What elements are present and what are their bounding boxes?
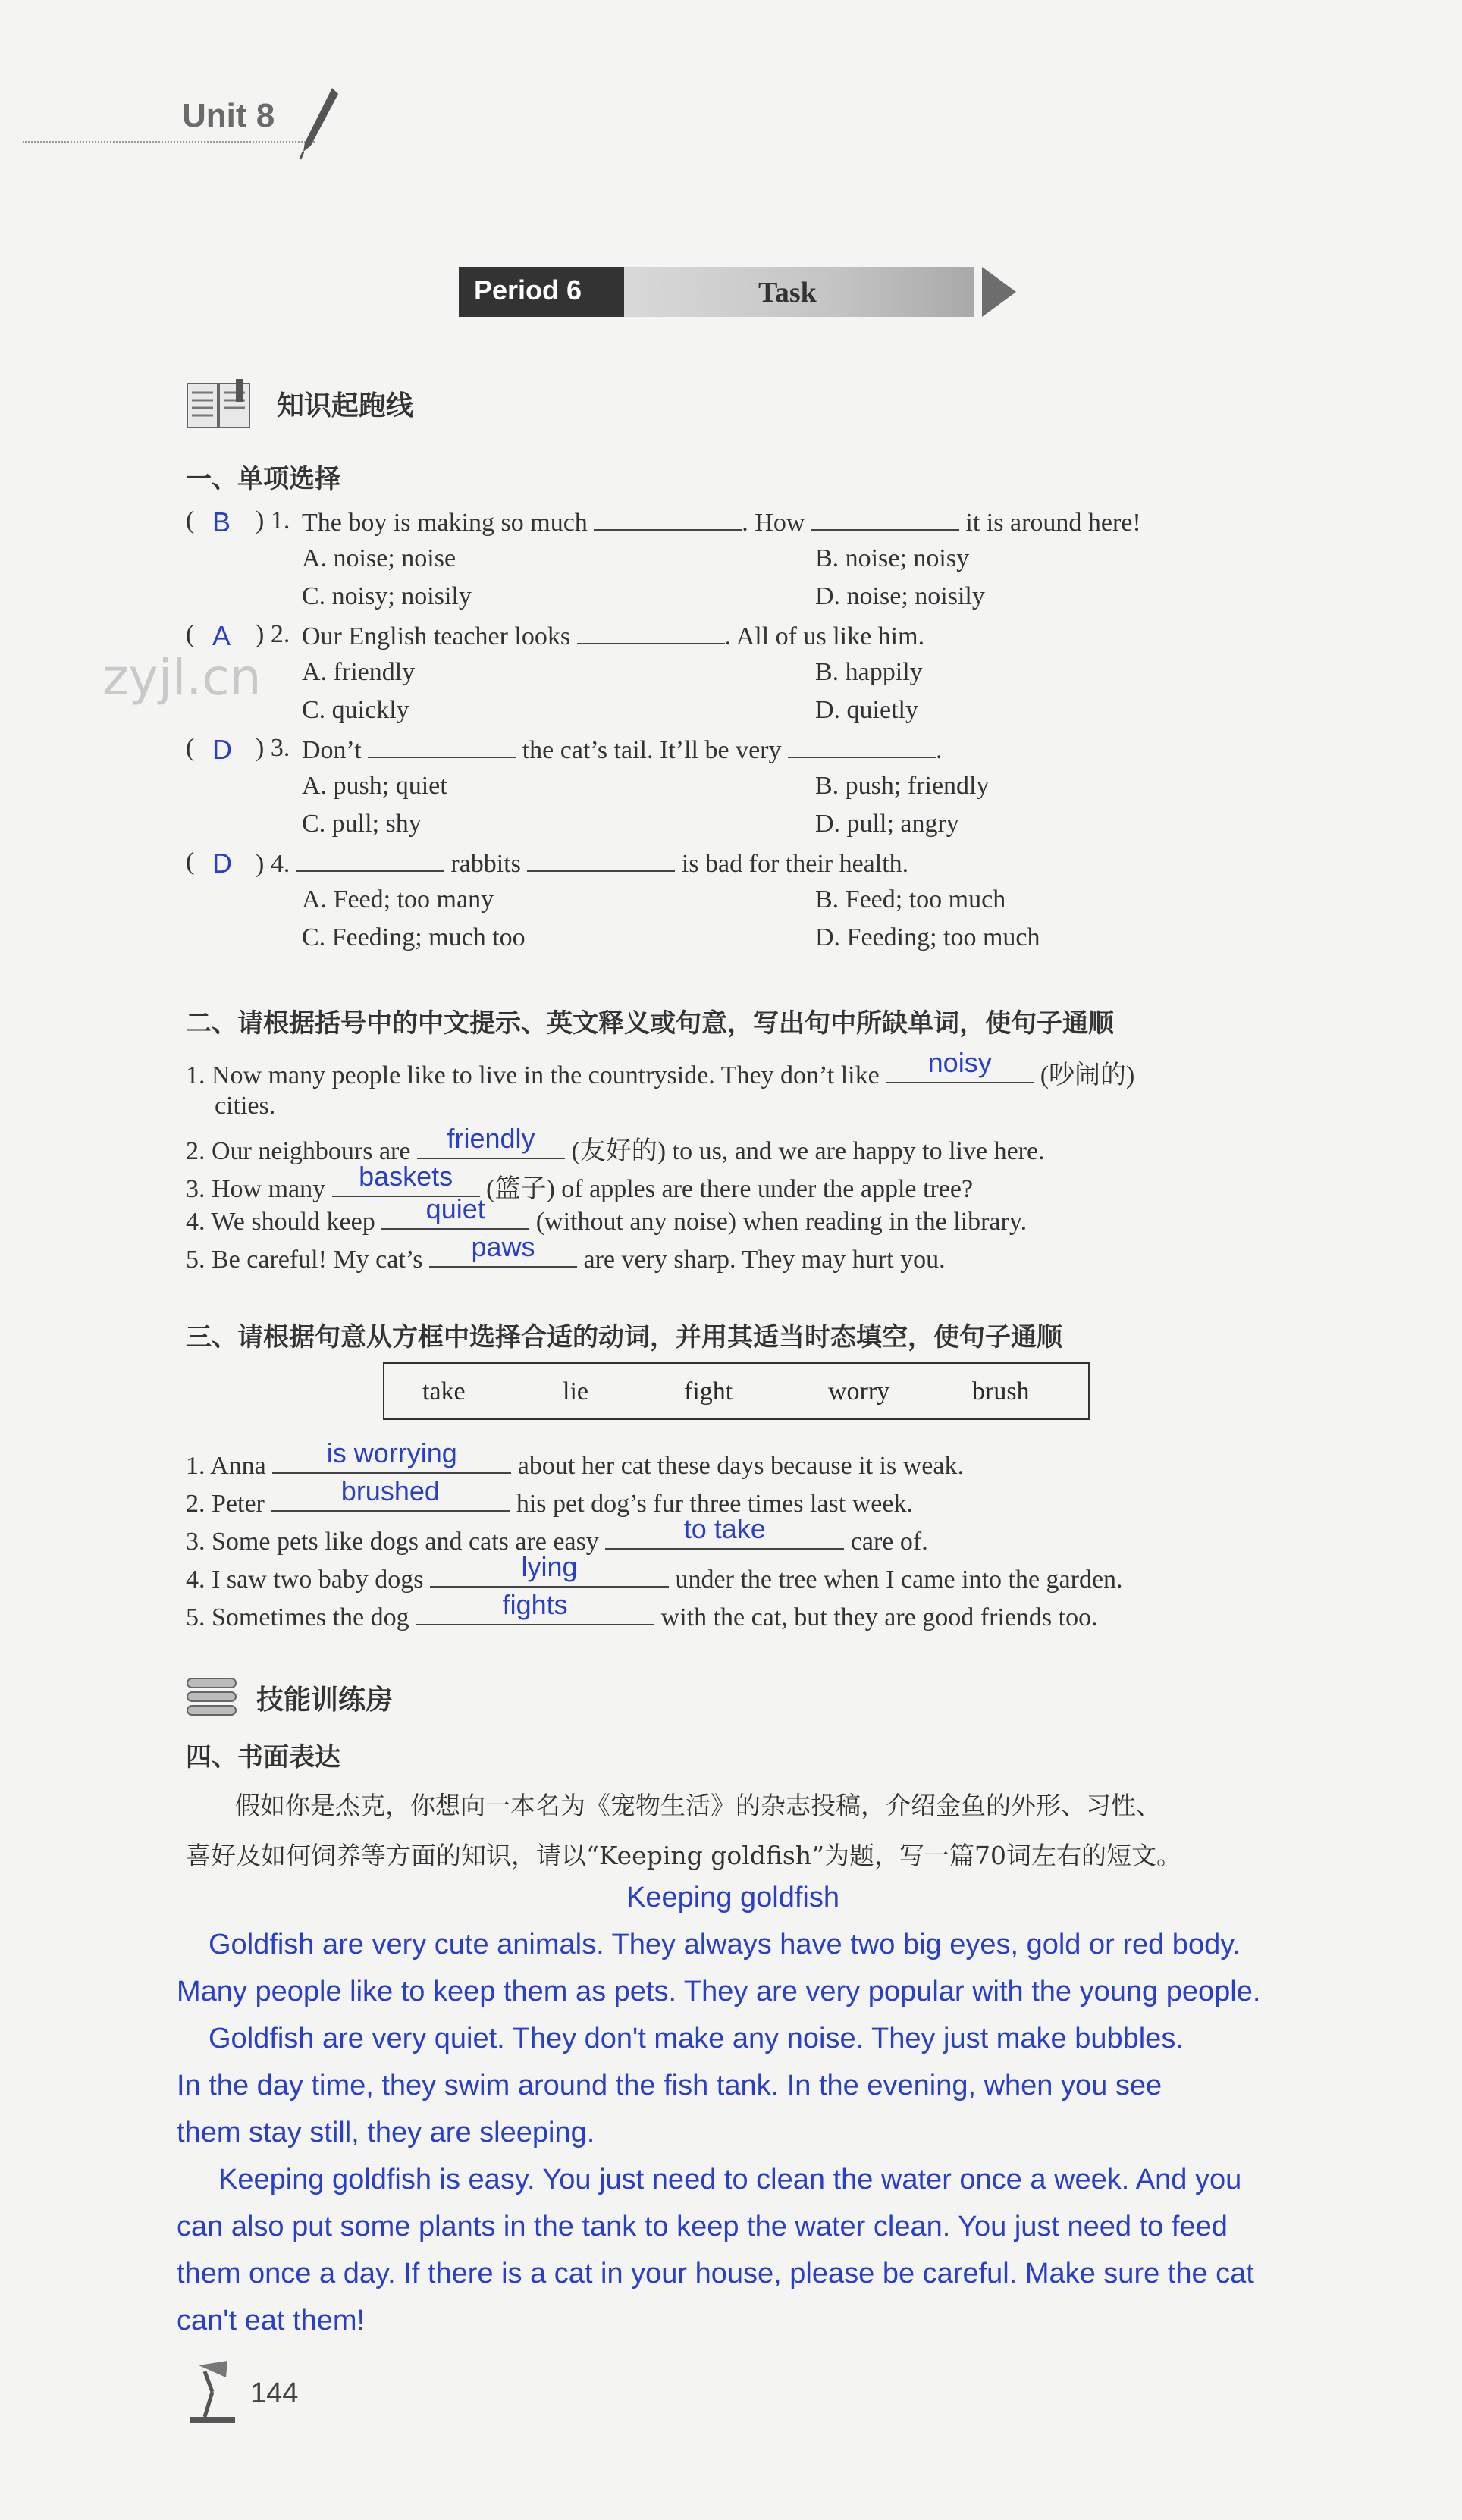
word-worry: worry [828, 1378, 890, 1406]
p3-item-3: 3. Some pets like dogs and cats are easy to take care of. [186, 1513, 928, 1556]
q2-option-a: A. friendly [302, 658, 416, 686]
skills-icon [186, 1675, 239, 1718]
pen-icon [296, 85, 341, 161]
q1-option-b: B. noise; noisy [815, 544, 970, 572]
q3-stem: Don’t the cat’s tail. It’ll be very . [302, 734, 942, 765]
word-take: take [422, 1378, 466, 1406]
q1-option-c: C. noisy; noisily [302, 582, 472, 610]
essay-line-2: Many people like to keep them as pets. They are very popular with the young people. [177, 1976, 1261, 2008]
book-icon [186, 379, 254, 432]
p3-answer-1: is worrying [326, 1437, 457, 1468]
q3-option-a: A. push; quiet [302, 772, 447, 800]
q1-option-d: D. noise; noisily [815, 582, 985, 610]
period-label: Period 6 [474, 274, 582, 306]
essay-title: Keeping goldfish [626, 1882, 839, 1914]
task-label: Task [758, 277, 817, 309]
p3-item-4: 4. I saw two baby dogs lying under the tree when I came into the garden. [186, 1551, 1123, 1594]
unit-title: Unit 8 [182, 97, 275, 134]
essay-line-7: can also put some plants in the tank to keep the water clean. You just need to feed [177, 2211, 1228, 2243]
part2-title: 二、请根据括号中的中文提示、英文释义或句意，写出句中所缺单词，使句子通顺 [186, 1008, 1114, 1039]
q1-option-a: A. noise; noise [302, 544, 456, 572]
p2-answer-5: paws [471, 1231, 535, 1262]
q1-answer: B [212, 506, 231, 538]
word-brush: brush [972, 1378, 1030, 1406]
part4-title: 四、书面表达 [186, 1742, 340, 1772]
q3-option-d: D. pull; angry [815, 810, 959, 838]
lamp-icon [182, 2358, 250, 2426]
p2-item-1-cont: cities. [215, 1092, 276, 1120]
p3-answer-5: fights [502, 1589, 568, 1620]
q4-option-c: C. Feeding; much too [302, 923, 526, 951]
q3-paren: ( [186, 734, 195, 762]
q4-option-a: A. Feed; too many [302, 885, 494, 914]
q2-answer: A [212, 620, 231, 651]
section-title-knowledge: 知识起跑线 [277, 390, 414, 422]
q2-option-c: C. quickly [302, 696, 409, 724]
essay-line-4: In the day time, they swim around the fish tank. In the evening, when you see [177, 2070, 1162, 2102]
p2-item-5: 5. Be careful! My cat’s paws are very sharp. They may hurt you. [186, 1231, 946, 1274]
essay-line-5: them stay still, they are sleeping. [177, 2117, 595, 2149]
word-fight: fight [684, 1378, 733, 1406]
p3-item-2: 2. Peter brushed his pet dog’s fur three times last week. [186, 1475, 913, 1518]
essay-line-3: Goldfish are very quiet. They don't make any noise. They just make bubbles. [209, 2023, 1184, 2055]
q4-option-b: B. Feed; too much [815, 885, 1006, 914]
part1-title: 一、单项选择 [186, 464, 340, 494]
essay-line-1: Goldfish are very cute animals. They always have two big eyes, gold or red body. [209, 1929, 1241, 1961]
watermark: zyjl.cn [102, 648, 262, 707]
q1-paren: ( [186, 506, 195, 534]
q1-stem: The boy is making so much . How it is around here! [302, 506, 1141, 538]
essay-line-6: Keeping goldfish is easy. You just need to clean the water once a week. And you [218, 2164, 1242, 2196]
word-box [383, 1362, 1090, 1420]
p3-answer-2: brushed [340, 1475, 440, 1506]
q4-paren: ( [186, 848, 195, 876]
q2-num: ) 2. [256, 620, 290, 648]
page-number: 144 [250, 2377, 299, 2409]
q3-option-b: B. push; friendly [815, 772, 990, 800]
p2-answer-2: friendly [447, 1123, 535, 1154]
p2-answer-1: noisy [927, 1047, 992, 1078]
section-title-skills: 技能训练房 [256, 1685, 394, 1716]
prompt-line-1: 假如你是杰克，你想向一本名为《宠物生活》的杂志投稿，介绍金鱼的外形、习性、 [235, 1791, 1161, 1820]
essay-line-9: can't eat them! [177, 2305, 366, 2337]
part3-title: 三、请根据句意从方框中选择合适的动词，并用其适当时态填空，使句子通顺 [186, 1322, 1062, 1352]
p3-item-5: 5. Sometimes the dog fights with the cat, but they are good friends too. [186, 1589, 1098, 1631]
p2-item-1: 1. Now many people like to live in the countryside. They don’t like noisy (吵闹的) [186, 1047, 1135, 1089]
banner-arrow-icon [982, 267, 1016, 317]
header-divider [23, 141, 315, 143]
p2-item-3: 3. How many baskets (篮子) of apples are there under the apple tree? [186, 1161, 974, 1203]
p3-answer-4: lying [521, 1551, 578, 1582]
q2-option-b: B. happily [815, 658, 923, 686]
p3-item-1: 1. Anna is worrying about her cat these days because it is weak. [186, 1437, 964, 1480]
essay-line-8: them once a day. If there is a cat in your house, please be careful. Make sure the cat [177, 2258, 1254, 2290]
prompt-line-2: 喜好及如何饲养等方面的知识，请以“Keeping goldfish”为题，写一篇70词左右的短文。 [186, 1841, 1181, 1870]
q2-paren: ( [186, 620, 195, 648]
q4-num: ) 4. rabbits is bad for their health. [256, 848, 908, 879]
p2-answer-3: baskets [359, 1161, 453, 1192]
q3-option-c: C. pull; shy [302, 810, 422, 838]
p2-answer-4: quiet [425, 1193, 485, 1224]
q2-option-d: D. quietly [815, 696, 918, 724]
p2-item-4: 4. We should keep quiet (without any noise) when reading in the library. [186, 1193, 1027, 1236]
q4-option-d: D. Feeding; too much [815, 923, 1040, 951]
q2-stem: Our English teacher looks . All of us like him. [302, 620, 924, 651]
q4-answer: D [212, 848, 232, 879]
q3-num: ) 3. [256, 734, 290, 762]
p3-answer-3: to take [683, 1513, 766, 1544]
period-banner [459, 267, 1016, 317]
p2-item-2: 2. Our neighbours are friendly (友好的) to us, and we are happy to live here. [186, 1123, 1045, 1165]
word-lie: lie [563, 1378, 588, 1406]
q1-num: ) 1. [256, 506, 290, 534]
q3-answer: D [212, 734, 232, 765]
